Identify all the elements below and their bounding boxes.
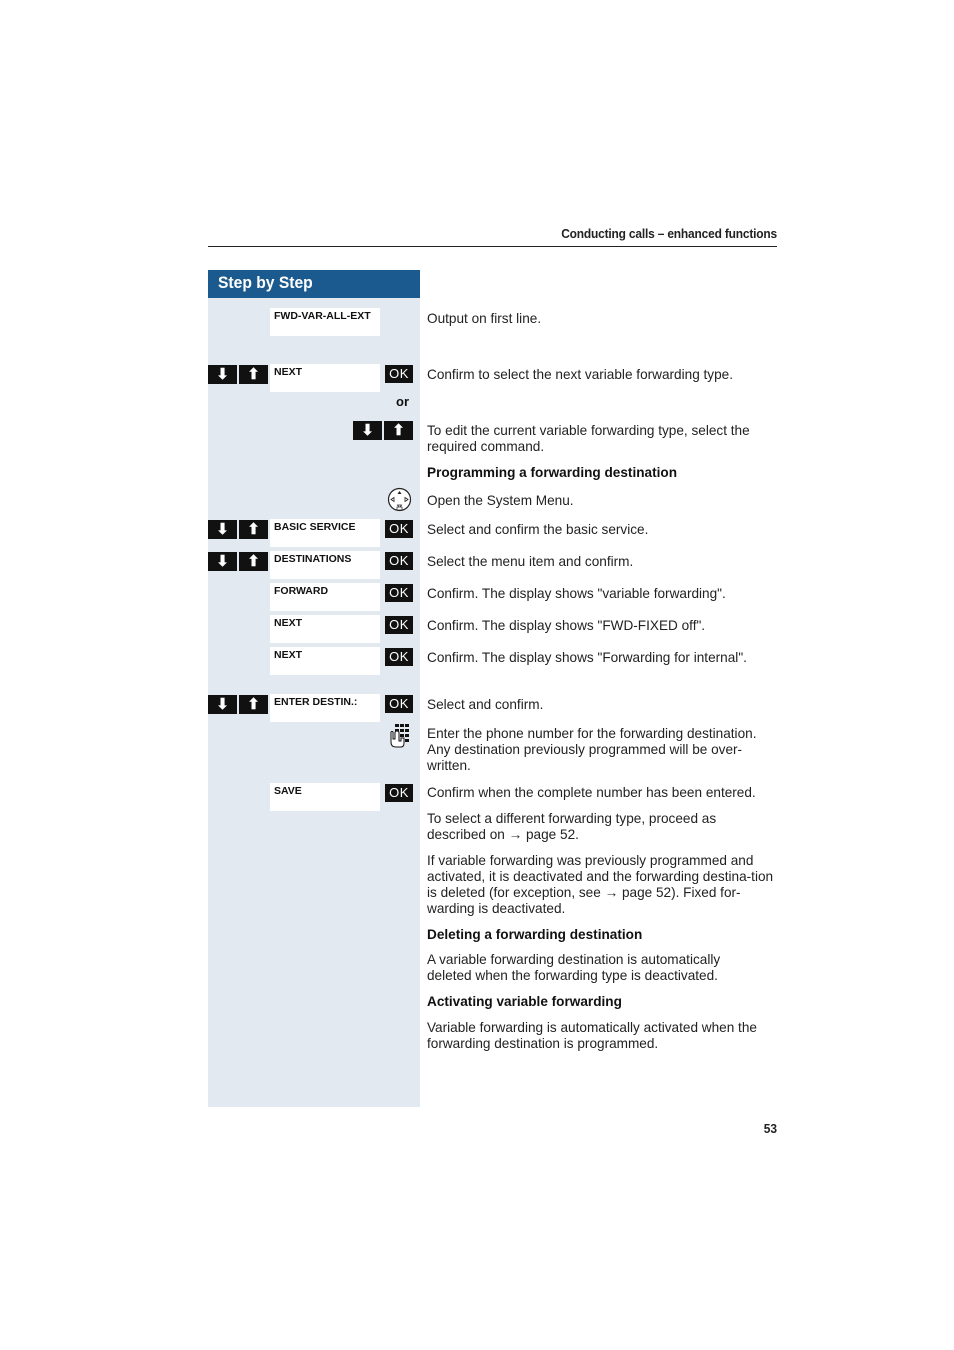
arrow-keys[interactable] — [208, 520, 268, 539]
arrow-up-icon[interactable]: ⬆ — [239, 520, 268, 539]
display-text: NEXT — [274, 617, 303, 629]
arrow-keys[interactable] — [208, 365, 268, 384]
arrow-up-icon[interactable]: ⬆ — [239, 695, 268, 714]
ok-key[interactable]: OK — [385, 552, 413, 570]
step-text: Confirm. The display shows "FWD-FIXED off". — [427, 618, 706, 633]
paragraph: If variable forwarding was previously programmed and activated, it is deactivated and the forwarding destina-tion is deleted (for exception, see → page 52). Fixed for-warding is deactivated. — [427, 853, 774, 916]
step-text: Enter the phone number for the forwarding destination. Any destination previously programmed will be over-written. — [427, 726, 757, 773]
arrow-keys[interactable] — [208, 695, 268, 714]
navigation-key-icon[interactable] — [387, 487, 412, 512]
step-text: Confirm when the complete number has been entered. — [427, 785, 756, 800]
or-label: or — [396, 394, 409, 409]
step-text: Open the System Menu. — [427, 493, 574, 508]
arrow-up-icon[interactable]: ⬆ — [239, 552, 268, 571]
ok-key[interactable]: OK — [385, 616, 413, 634]
step-text: Output on first line. — [427, 311, 542, 326]
header-rule — [208, 246, 777, 247]
display-text: FORWARD — [274, 585, 329, 597]
paragraph: Variable forwarding is automatically activated when the forwarding destination is programmed. — [427, 1020, 757, 1051]
display-text: FWD-VAR-ALL-EXT — [274, 310, 371, 322]
display-text: DESTINATIONS — [274, 553, 352, 565]
step-by-step-sidebar — [208, 270, 420, 1107]
display-field — [270, 583, 380, 611]
ok-key[interactable]: OK — [385, 520, 413, 538]
step-text: Select and confirm. — [427, 697, 544, 712]
ok-key[interactable]: OK — [385, 784, 413, 802]
arrow-keys[interactable] — [353, 421, 413, 440]
arrow-down-icon[interactable]: ⬇ — [208, 365, 237, 384]
display-text: ENTER DESTIN.: — [274, 696, 358, 708]
step-text: To edit the current variable forwarding type, select the required command. — [427, 423, 750, 454]
sidebar-title: Step by Step — [218, 273, 313, 292]
arrow-down-icon[interactable]: ⬇ — [208, 520, 237, 539]
display-field — [270, 615, 380, 643]
display-field — [270, 551, 380, 579]
section-heading: Deleting a forwarding destination — [427, 927, 643, 942]
paragraph: To select a different forwarding type, proceed as described on → page 52. — [427, 811, 717, 842]
ok-key[interactable]: OK — [385, 648, 413, 666]
step-text: Confirm to select the next variable forwarding type. — [427, 367, 734, 382]
arrow-up-icon[interactable]: ⬆ — [384, 421, 413, 440]
section-heading: Activating variable forwarding — [427, 994, 622, 1009]
arrow-down-icon[interactable]: ⬇ — [208, 695, 237, 714]
step-text: Confirm. The display shows "variable forwarding". — [427, 586, 726, 601]
arrow-up-icon[interactable]: ⬆ — [239, 365, 268, 384]
display-field — [270, 694, 380, 722]
page-number: 53 — [763, 1121, 777, 1136]
display-text: NEXT — [274, 366, 303, 378]
step-text: Select and confirm the basic service. — [427, 522, 649, 537]
paragraph: A variable forwarding destination is automatically deleted when the forwarding type is deactivated. — [427, 952, 721, 983]
ok-key[interactable]: OK — [385, 584, 413, 602]
display-field — [270, 783, 380, 811]
arrow-down-icon[interactable]: ⬇ — [353, 421, 382, 440]
display-text: BASIC SERVICE — [274, 521, 356, 533]
section-heading: Programming a forwarding destination — [427, 465, 677, 480]
chapter-title: Conducting calls – enhanced functions — [561, 226, 777, 241]
step-text: Select the menu item and confirm. — [427, 554, 634, 569]
display-field — [270, 647, 380, 675]
ok-key[interactable]: OK — [385, 365, 413, 383]
ok-key[interactable]: OK — [385, 695, 413, 713]
display-text: NEXT — [274, 649, 303, 661]
step-text: Confirm. The display shows "Forwarding for internal". — [427, 650, 747, 665]
arrow-down-icon[interactable]: ⬇ — [208, 552, 237, 571]
display-field — [270, 364, 380, 392]
display-text: SAVE — [274, 785, 302, 797]
arrow-keys[interactable] — [208, 552, 268, 571]
display-field — [270, 519, 380, 547]
sidebar-header — [208, 270, 420, 298]
display-field — [270, 308, 380, 336]
keypad-icon[interactable] — [388, 723, 414, 749]
